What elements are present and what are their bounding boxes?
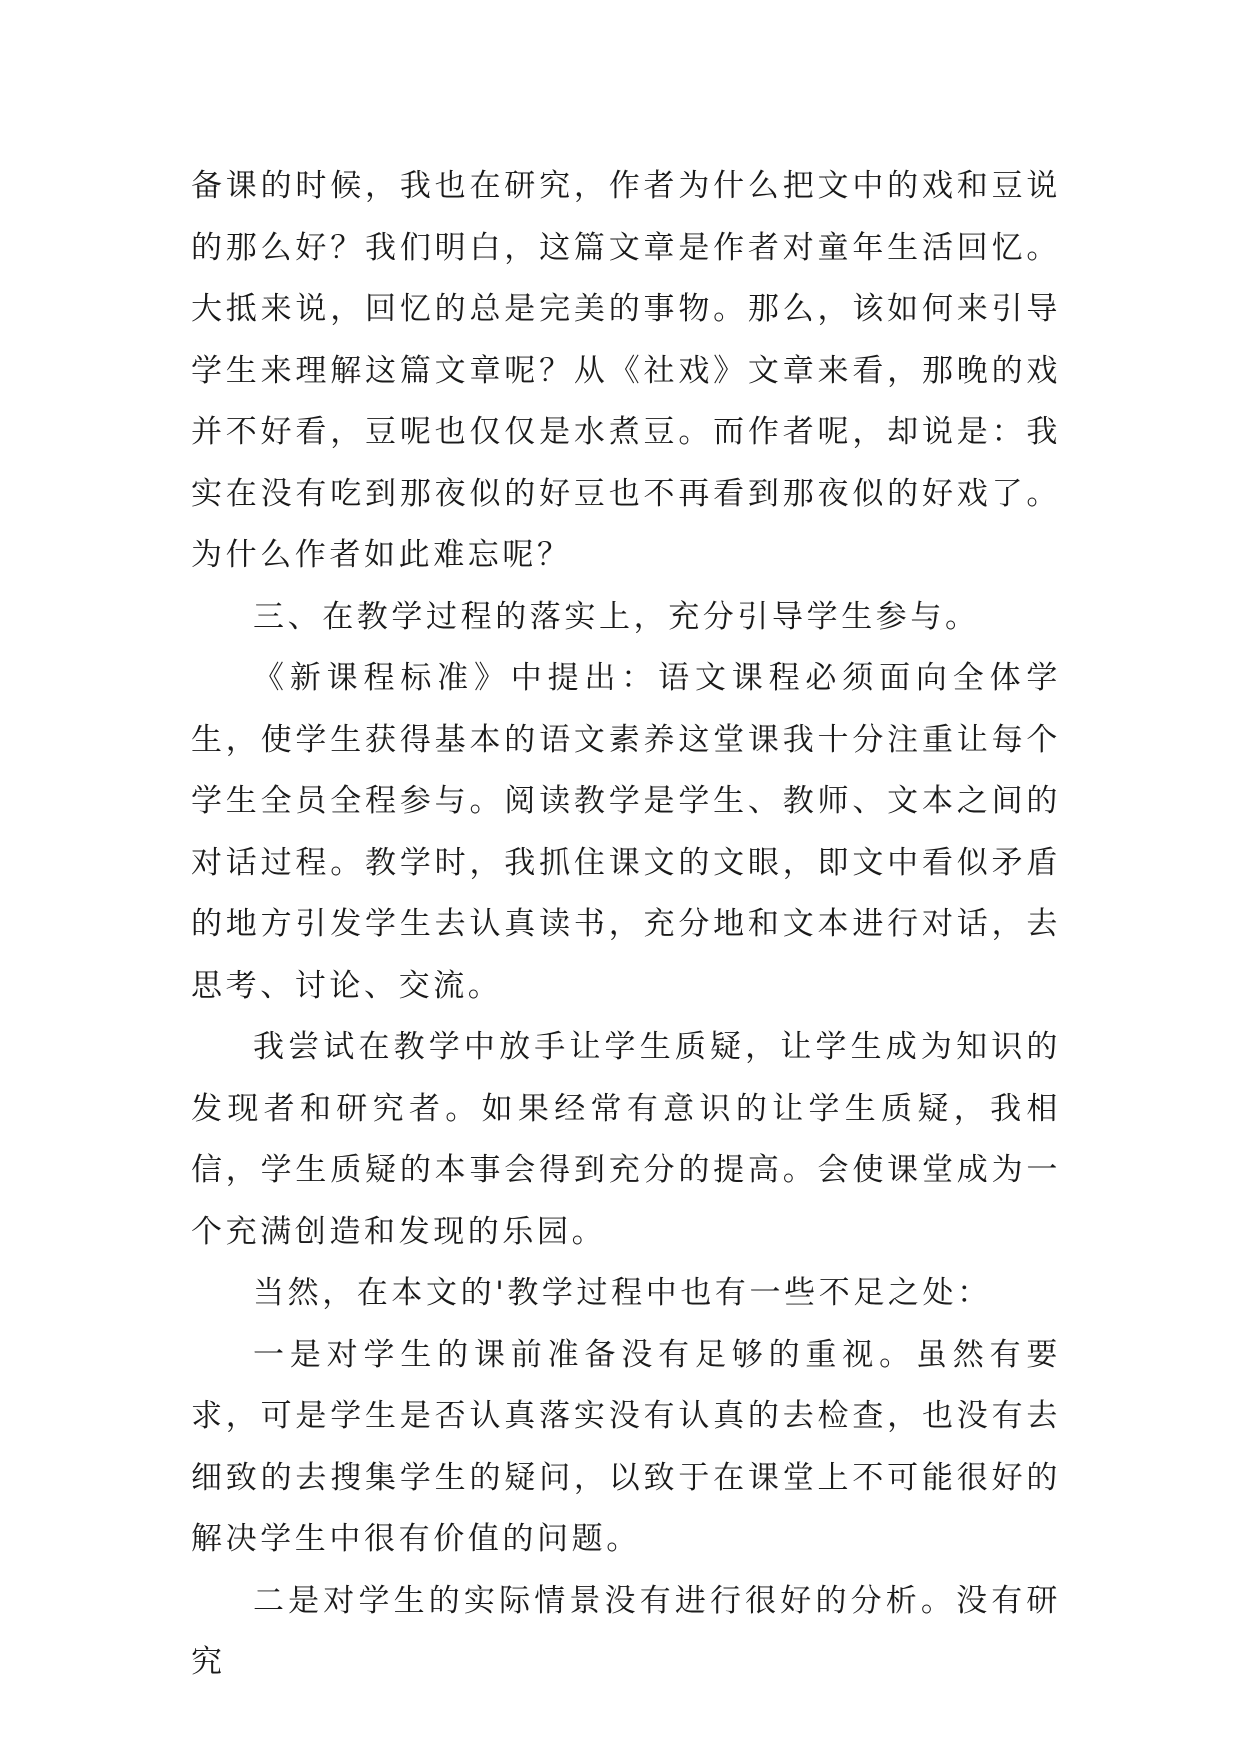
paragraph-5: 当然，在本文的'教学过程中也有一些不足之处： xyxy=(253,1275,992,1311)
document-body xyxy=(191,156,1061,1694)
paragraph-3: 《新课程标准》中提出：语文课程必须面向全体学生，使学生获得基本的语文素养这堂课我十分注重让每个学生全员全程参与。阅读教学是学生、教师、文本之间的对话过程。教学时，我抓住课文的文眼，即文中看似矛盾的地方引发学生去认真读书，充分地和文本进行对话，去思考、讨论、交流。 xyxy=(191,660,1061,1004)
paragraph-7: 二是对学生的实际情景没有进行很好的分析。没有研究 xyxy=(191,1582,1061,1680)
paragraph-6: 一是对学生的课前准备没有足够的重视。虽然有要求，可是学生是否认真落实没有认真的去检查，也没有去细致的去搜集学生的疑问，以致于在课堂上不可能很好的解决学生中很有价值的问题。 xyxy=(191,1336,1061,1557)
paragraph-2: 三、在教学过程的落实上，充分引导学生参与。 xyxy=(253,598,980,635)
paragraph-4: 我尝试在教学中放手让学生质疑，让学生成为知识的发现者和研究者。如果经常有意识的让学生质疑，我相信，学生质疑的本事会得到充分的提高。会使课堂成为一个充满创造和发现的乐园。 xyxy=(191,1029,1061,1250)
paragraph-1: 备课的时候，我也在研究，作者为什么把文中的戏和豆说的那么好？我们明白，这篇文章是作者对童年生活回忆。大抵来说，回忆的总是完美的事物。那么，该如何来引导学生来理解这篇文章呢？从《社戏》文章来看，那晚的戏并不好看，豆呢也仅仅是水煮豆。而作者呢，却说是：我实在没有吃到那夜似的好豆也不再看到那夜似的好戏了。为什么作者如此难忘呢？ xyxy=(191,168,1061,573)
